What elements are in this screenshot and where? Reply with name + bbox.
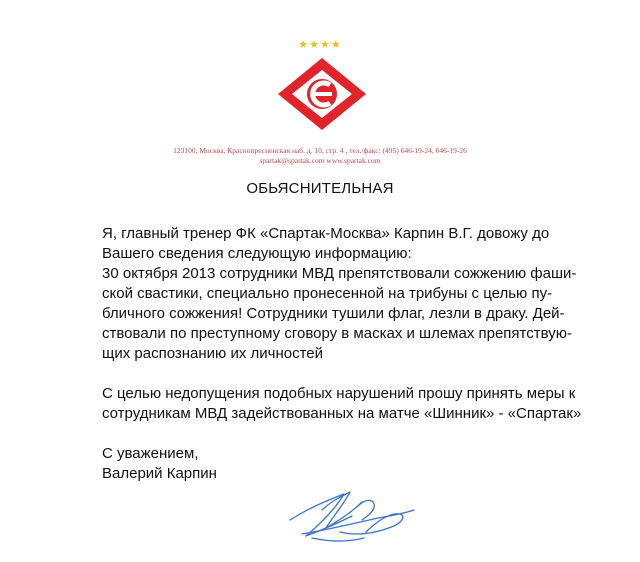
body-line: ствовали по преступному сговору в масках и шлемах препятствую- <box>102 325 572 342</box>
contacts-line: spartak@spartak.com www.spartak.com <box>259 156 381 166</box>
body-line: щих распознанию их личностей <box>102 345 323 362</box>
body-line: Я, главный тренер ФК «Спартак-Москва» Карпин В.Г. довожу до <box>102 225 550 242</box>
signer-name: Валерий Карпин <box>102 465 217 482</box>
handwritten-signature <box>282 476 422 556</box>
body-line: 30 октября 2013 сотрудники МВД препятствовали сожжению фаши- <box>102 265 577 282</box>
closing-line: С уважением, <box>102 445 199 462</box>
body-line: Вашего сведения следующую информацию: <box>102 245 412 262</box>
body-line: сотрудникам МВД задействованных на матче «Шинник» - «Спартак» <box>102 405 582 422</box>
body-line: С целью недопущения подобных нарушений прошу принять меры к <box>102 385 576 402</box>
address-line: 123100, Москва, Краснопресненская наб. д. 10, стр. 4 , тел./факс: (495) 646-19-24, 646-19-26 <box>173 146 467 155</box>
body-line: бличного сожжения! Сотрудники тушили флаг, лезли в драку. Дей- <box>102 305 565 322</box>
rating-stars: ★★★★ <box>298 39 342 51</box>
document-title: ОБЬЯСНИТЕЛЬНАЯ <box>246 180 394 197</box>
letterhead-address <box>0 146 640 166</box>
spartak-logo <box>274 54 370 134</box>
letter-body <box>102 224 622 484</box>
body-line: ской свастики, специально пронесенной на трибуны с целью пу- <box>102 285 553 302</box>
